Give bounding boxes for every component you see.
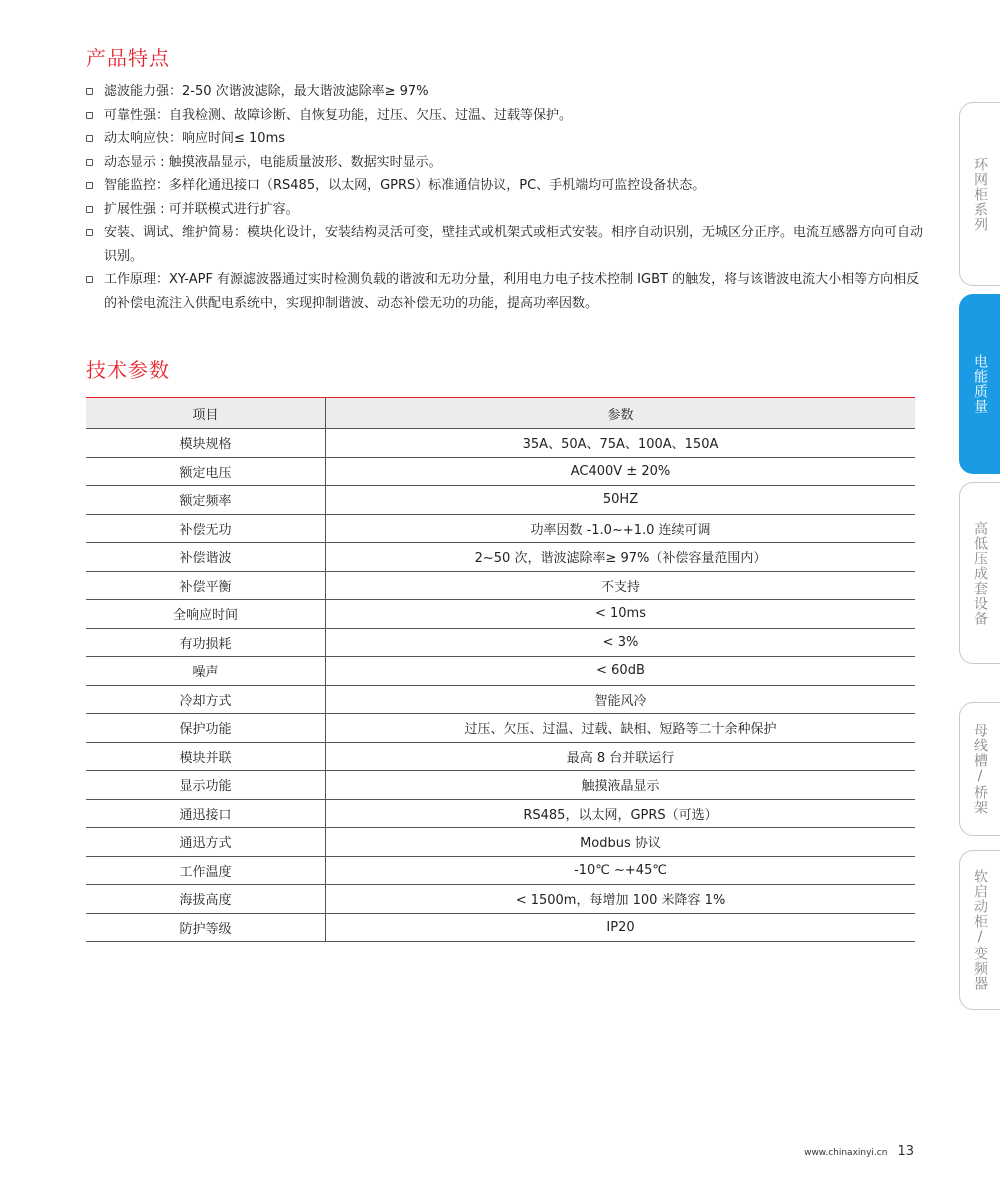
bullet-icon (86, 112, 93, 119)
column-header-param: 参数 (326, 398, 916, 429)
param-value-cell: 功率因数 -1.0~+1.0 连续可调 (326, 514, 916, 543)
side-tab[interactable] (959, 102, 1000, 286)
param-name-cell: 全响应时间 (86, 600, 326, 629)
param-value-cell: < 10ms (326, 600, 916, 629)
param-value-cell: 智能风冷 (326, 685, 916, 714)
param-value-cell: 最高 8 台并联运行 (326, 742, 916, 771)
side-tab-label: 母线槽/桥架 (972, 723, 988, 815)
feature-item: 动太响应快：响应时间≤ 10ms (86, 127, 926, 151)
side-tab-label: 软启动柜/变频器 (972, 869, 988, 991)
table-row (86, 457, 915, 486)
side-tab[interactable] (959, 482, 1000, 664)
feature-item: 安装、调试、维护简易：模块化设计，安装结构灵活可变，壁挂式或机架式或柜式安装。相序自动识别，无城区分正序。电流互感器方向可自动识别。 (86, 221, 926, 268)
param-name-cell: 模块并联 (86, 742, 326, 771)
table-row (86, 657, 915, 686)
column-header-item: 项目 (86, 398, 326, 429)
param-name-cell: 冷却方式 (86, 685, 326, 714)
side-tab-label: 环网柜系列 (972, 156, 988, 232)
param-name-cell: 通迅接口 (86, 799, 326, 828)
param-name-cell: 补偿谐波 (86, 543, 326, 572)
feature-item: 智能监控：多样化通迅接口（RS485，以太网，GPRS）标准通信协议，PC、手机端均可监控设备状态。 (86, 174, 926, 198)
feature-item: 扩展性强 : 可并联模式进行扩容。 (86, 198, 926, 222)
param-name-cell: 通迅方式 (86, 828, 326, 857)
table-row (86, 628, 915, 657)
param-value-cell: 触摸液晶显示 (326, 771, 916, 800)
param-value-cell: IP20 (326, 913, 916, 942)
table-row (86, 742, 915, 771)
param-name-cell: 防护等级 (86, 913, 326, 942)
param-name-cell: 补偿平衡 (86, 571, 326, 600)
param-name-cell: 噪声 (86, 657, 326, 686)
params-title: 技术参数 (86, 358, 170, 382)
table-row (86, 514, 915, 543)
param-value-cell: 过压、欠压、过温、过载、缺相、短路等二十余种保护 (326, 714, 916, 743)
footer-url: www.chinaxinyi.cn (804, 1148, 888, 1158)
table-row (86, 685, 915, 714)
param-name-cell: 模块规格 (86, 429, 326, 458)
footer (804, 1144, 914, 1159)
table-row (86, 856, 915, 885)
param-name-cell: 有功损耗 (86, 628, 326, 657)
side-tab[interactable] (959, 702, 1000, 836)
table-header-row (86, 398, 915, 429)
side-tab-label: 电能质量 (972, 354, 988, 414)
param-value-cell: Modbus 协议 (326, 828, 916, 857)
param-value-cell: 35A、50A、75A、100A、150A (326, 429, 916, 458)
param-name-cell: 显示功能 (86, 771, 326, 800)
page-number: 13 (897, 1144, 914, 1159)
side-tab-label: 高低压成套设备 (972, 520, 988, 626)
param-value-cell: 50HZ (326, 486, 916, 515)
table-row (86, 486, 915, 515)
param-value-cell: < 1500m，每增加 100 米降容 1% (326, 885, 916, 914)
side-tab[interactable] (959, 850, 1000, 1010)
params-table-body (86, 429, 915, 942)
table-row (86, 913, 915, 942)
bullet-icon (86, 135, 93, 142)
bullet-icon (86, 159, 93, 166)
bullet-icon (86, 182, 93, 189)
params-table (86, 397, 915, 942)
feature-item: 工作原理：XY-APF 有源滤波器通过实时检测负载的谐波和无功分量，利用电力电子技术控制 IGBT 的触发，将与该谐波电流大小相等方向相反的补偿电流注入供配电系统中，实现抑制谐波、动态补偿无功的功能，提高功率因数。 (86, 268, 926, 315)
param-name-cell: 额定频率 (86, 486, 326, 515)
param-name-cell: 补偿无功 (86, 514, 326, 543)
feature-item: 可靠性强：自我检测、故障诊断、自恢复功能，过压、欠压、过温、过载等保护。 (86, 104, 926, 128)
bullet-icon (86, 88, 93, 95)
param-name-cell: 工作温度 (86, 856, 326, 885)
table-row (86, 771, 915, 800)
param-name-cell: 额定电压 (86, 457, 326, 486)
table-row (86, 828, 915, 857)
side-tab[interactable] (959, 294, 1000, 474)
param-value-cell: 不支持 (326, 571, 916, 600)
table-row (86, 885, 915, 914)
param-value-cell: 2~50 次，谐波滤除率≥ 97%（补偿容量范围内） (326, 543, 916, 572)
bullet-icon (86, 276, 93, 283)
param-name-cell: 保护功能 (86, 714, 326, 743)
bullet-icon (86, 206, 93, 213)
param-value-cell: < 60dB (326, 657, 916, 686)
table-row (86, 571, 915, 600)
param-name-cell: 海拔高度 (86, 885, 326, 914)
param-value-cell: < 3% (326, 628, 916, 657)
features-list (86, 80, 926, 315)
param-value-cell: AC400V ± 20% (326, 457, 916, 486)
features-title: 产品特点 (86, 46, 170, 70)
param-value-cell: RS485，以太网，GPRS（可选） (326, 799, 916, 828)
table-row (86, 543, 915, 572)
bullet-icon (86, 229, 93, 236)
table-row (86, 429, 915, 458)
feature-item: 动态显示 : 触摸液晶显示，电能质量波形、数据实时显示。 (86, 151, 926, 175)
table-row (86, 714, 915, 743)
feature-item: 滤波能力强：2-50 次谐波滤除，最大谐波滤除率≥ 97% (86, 80, 926, 104)
table-row (86, 600, 915, 629)
param-value-cell: -10℃ ~+45℃ (326, 856, 916, 885)
table-row (86, 799, 915, 828)
